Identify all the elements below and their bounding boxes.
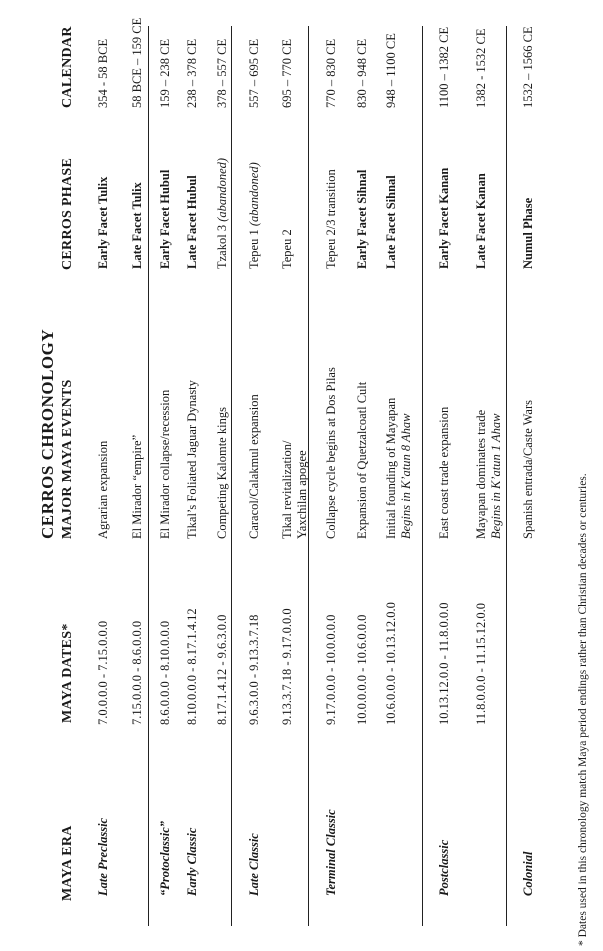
- dates-cell: 8.10.0.0.0 - 8.17.1.4.12: [185, 608, 199, 725]
- era-cell: Terminal Classic: [324, 809, 338, 896]
- calendar-cell: 238 – 378 CE: [185, 38, 199, 108]
- phase-cell: [437, 168, 452, 269]
- header-era: MAYA ERA: [60, 825, 75, 901]
- row-divider: [422, 26, 423, 926]
- header-phase: CERROS PHASE: [60, 157, 75, 270]
- event-cell: Expansion of Quetzalcoatl Cult: [355, 381, 369, 539]
- event-cell-line2: Begins in K’atun 1 Ahaw: [489, 413, 503, 539]
- event-cell-line2: Begins in K’atun 8 Ahaw: [399, 413, 413, 539]
- table-title: CERROS CHRONOLOGY: [38, 328, 57, 539]
- calendar-cell: 159 – 238 CE: [158, 38, 172, 108]
- era-cell: “Protoclassic”: [158, 821, 172, 896]
- phase-name: Late Facet Kanan: [474, 173, 488, 269]
- dates-cell: 9.6.3.0.0 - 9.13.3.7.18: [247, 614, 261, 725]
- header-events: MAJOR MAYA EVENTS: [60, 379, 75, 539]
- event-cell: East coast trade expansion: [437, 406, 451, 539]
- dates-cell: 8.6.0.0.0 - 8.10.0.0.0: [158, 620, 172, 725]
- event-cell: Caracol/Calakmul expansion: [247, 394, 261, 539]
- event-cell: El Mirador collapse/recession: [158, 389, 172, 539]
- dates-cell: 9.13.3.7.18 - 9.17.0.0.0: [280, 608, 294, 725]
- era-cell: Early Classic: [185, 827, 199, 896]
- calendar-cell: 948 – 1100 CE: [384, 33, 398, 108]
- event-cell: Collapse cycle begins at Dos Pilas: [324, 367, 338, 539]
- calendar-cell: 1532 – 1566 CE: [521, 26, 535, 108]
- calendar-cell: 830 – 948 CE: [355, 38, 369, 108]
- phase-name: Late Facet Hubul: [185, 175, 199, 269]
- calendar-cell: 1382 - 1532 CE: [474, 28, 488, 108]
- phase-name: Late Facet Tulix: [130, 182, 144, 269]
- phase-note: (abandoned): [247, 162, 261, 227]
- phase-cell: [247, 162, 262, 269]
- phase-note: (abandoned): [215, 157, 229, 222]
- phase-name: Tepeu 1: [247, 226, 261, 269]
- phase-name: Tepeu 2: [280, 229, 294, 269]
- dates-cell: 11.8.0.0.0 - 11.15.12.0.0: [474, 603, 488, 725]
- event-cell-line2: Yaxchilan apogee: [295, 450, 309, 539]
- calendar-cell: 557 – 695 CE: [247, 38, 261, 108]
- footnote: * Dates used in this chronology match Maya period endings rather than Christian decades or centuries.: [577, 473, 589, 946]
- phase-cell: [158, 170, 173, 269]
- dates-cell: 10.13.12.0.0 - 11.8.0.0.0: [437, 602, 451, 725]
- calendar-cell: 695 – 770 CE: [280, 38, 294, 108]
- dates-cell: 10.0.0.0.0 - 10.6.0.0.0: [355, 614, 369, 725]
- header-dates: MAYA DATES*: [60, 623, 75, 723]
- row-divider: [506, 26, 507, 926]
- phase-cell: [474, 173, 489, 269]
- phase-name: Late Facet Sihnal: [384, 175, 398, 269]
- dates-cell: 7.15.0.0.0 - 8.6.0.0.0: [130, 620, 144, 725]
- event-cell: Agrarian expansion: [96, 440, 110, 539]
- era-cell: Colonial: [521, 851, 535, 896]
- phase-name: Tepeu 2/3 transition: [324, 169, 338, 269]
- dates-cell: 10.6.0.0.0 - 10.13.12.0.0: [384, 602, 398, 725]
- calendar-cell: 58 BCE – 159 CE: [130, 17, 144, 108]
- era-cell: Late Classic: [247, 833, 261, 896]
- calendar-cell: 378 – 557 CE: [215, 38, 229, 108]
- event-cell: Tikal’s Foliated Jaguar Dynasty: [185, 380, 199, 539]
- era-cell: Late Preclassic: [96, 817, 110, 896]
- calendar-cell: 1100 – 1382 CE: [437, 26, 451, 108]
- event-cell: Spanish entrada/Caste Wars: [521, 399, 535, 539]
- phase-name: Early Facet Tulix: [96, 176, 110, 269]
- phase-cell: [355, 170, 370, 269]
- dates-cell: 7.0.0.0.0 - 7.15.0.0.0: [96, 620, 110, 725]
- row-divider: [148, 26, 149, 926]
- event-cell: Competing Kalomte kings: [215, 407, 229, 539]
- calendar-cell: 770 – 830 CE: [324, 38, 338, 108]
- phase-name: Tzakol 3: [215, 221, 229, 269]
- header-calendar: CALENDAR: [60, 26, 75, 108]
- phase-cell: [384, 175, 399, 269]
- phase-name: Early Facet Kanan: [437, 167, 451, 269]
- phase-name: Early Facet Sihnal: [355, 169, 369, 269]
- phase-cell: [521, 198, 536, 269]
- event-cell: Tikal revitalization/: [280, 440, 294, 539]
- phase-name: Early Facet Hubul: [158, 169, 172, 269]
- era-cell: Postclassic: [437, 839, 451, 896]
- row-divider: [231, 26, 232, 926]
- phase-cell: [324, 169, 339, 269]
- phase-cell: [130, 182, 145, 269]
- row-divider: [308, 26, 309, 926]
- phase-cell: [96, 177, 111, 269]
- event-cell: Initial founding of Mayapan: [384, 397, 398, 539]
- calendar-cell: 354 - 58 BCE: [96, 38, 110, 108]
- phase-cell: [280, 229, 295, 269]
- dates-cell: 9.17.0.0.0 - 10.0.0.0.0: [324, 614, 338, 725]
- event-cell: Mayapan dominates trade: [474, 409, 488, 539]
- phase-cell: [185, 175, 200, 269]
- event-cell: El Mirador “empire”: [130, 434, 144, 539]
- dates-cell: 8.17.1.4.12 - 9.6.3.0.0: [215, 614, 229, 725]
- phase-cell: [215, 158, 230, 269]
- phase-name: Numul Phase: [521, 197, 535, 269]
